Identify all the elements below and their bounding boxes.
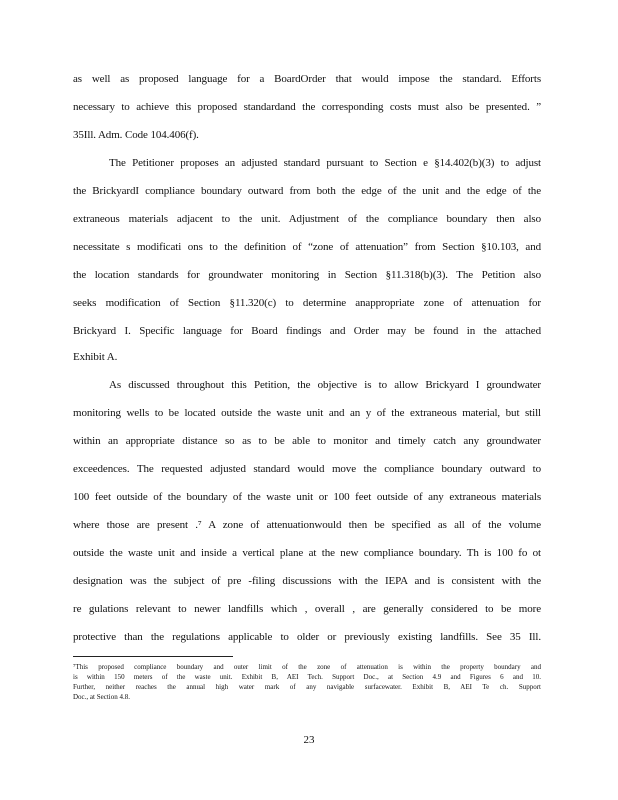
footnote-line-1: ⁷This proposed compliance boundary and outer limit of the zone of attenuation is within the property boundary and bbox=[73, 663, 541, 671]
body-line-12: As discussed throughout this Petition, the objective is to allow Brickyard I groundwater bbox=[109, 379, 541, 391]
body-line-10: Brickyard I. Specific language for Board findings and Order may be found in the attached bbox=[73, 325, 541, 337]
body-line-1: as well as proposed language for a BoardOrder that would impose the standard. Efforts bbox=[73, 73, 541, 85]
footnote-line-3: Further, neither reaches the annual high water mark of any navigable surfacewater. Exhibit B, AEI Te ch. Support bbox=[73, 683, 541, 691]
body-line-20: re gulations relevant to newer landfills which , overall , are generally considered to be more bbox=[73, 603, 541, 615]
page-number: 23 bbox=[303, 734, 315, 746]
body-line-16: 100 feet outside of the boundary of the waste unit or 100 feet outside of any extraneous materials bbox=[73, 491, 541, 503]
body-line-13: monitoring wells to be located outside the waste unit and an y of the extraneous material, but still bbox=[73, 407, 541, 419]
footnote-line-4: Doc., at Section 4.8. bbox=[73, 693, 130, 701]
body-line-8: the location standards for groundwater monitoring in Section §11.318(b)(3). The Petition also bbox=[73, 269, 541, 281]
body-line-4: The Petitioner proposes an adjusted standard pursuant to Section e §14.402(b)(3) to adjust bbox=[109, 157, 541, 169]
body-line-19: designation was the subject of pre -filing discussions with the IEPA and is consistent with the bbox=[73, 575, 541, 587]
body-line-18: outside the waste unit and inside a vertical plane at the new compliance boundary. Th is 100 fo ot bbox=[73, 547, 541, 559]
body-line-14: within an appropriate distance so as to be able to monitor and timely catch any groundwater bbox=[73, 435, 541, 447]
footnote-line-2: is within 150 meters of the waste unit. Exhibit B, AEI Tech. Support Doc., at Section 4.9 and Figures 6 and 10. bbox=[73, 673, 541, 681]
body-line-9: seeks modification of Section §11.320(c) to determine anappropriate zone of attenuation for bbox=[73, 297, 541, 309]
body-line-11: Exhibit A. bbox=[73, 351, 118, 363]
footnote-divider bbox=[73, 656, 233, 657]
body-line-15: exceedences. The requested adjusted standard would move the compliance boundary outward to bbox=[73, 463, 541, 475]
body-line-7: necessitate s modificati ons to the definition of “zone of attenuation” from Section §10.103, and bbox=[73, 241, 541, 253]
body-line-17: where those are present .⁷ A zone of attenuationwould then be specified as all of the volume bbox=[73, 519, 541, 531]
body-line-6: extraneous materials adjacent to the unit. Adjustment of the compliance boundary then also bbox=[73, 213, 541, 225]
body-line-2: necessary to achieve this proposed standardand the corresponding costs must also be presented. ” bbox=[73, 101, 541, 113]
body-line-21: protective than the regulations applicable to older or previously existing landfills. See 35 Ill. bbox=[73, 631, 541, 643]
body-line-5: the BrickyardI compliance boundary outward from both the edge of the unit and the edge of the bbox=[73, 185, 541, 197]
body-line-3: 35Ill. Adm. Code 104.406(f). bbox=[73, 129, 199, 141]
